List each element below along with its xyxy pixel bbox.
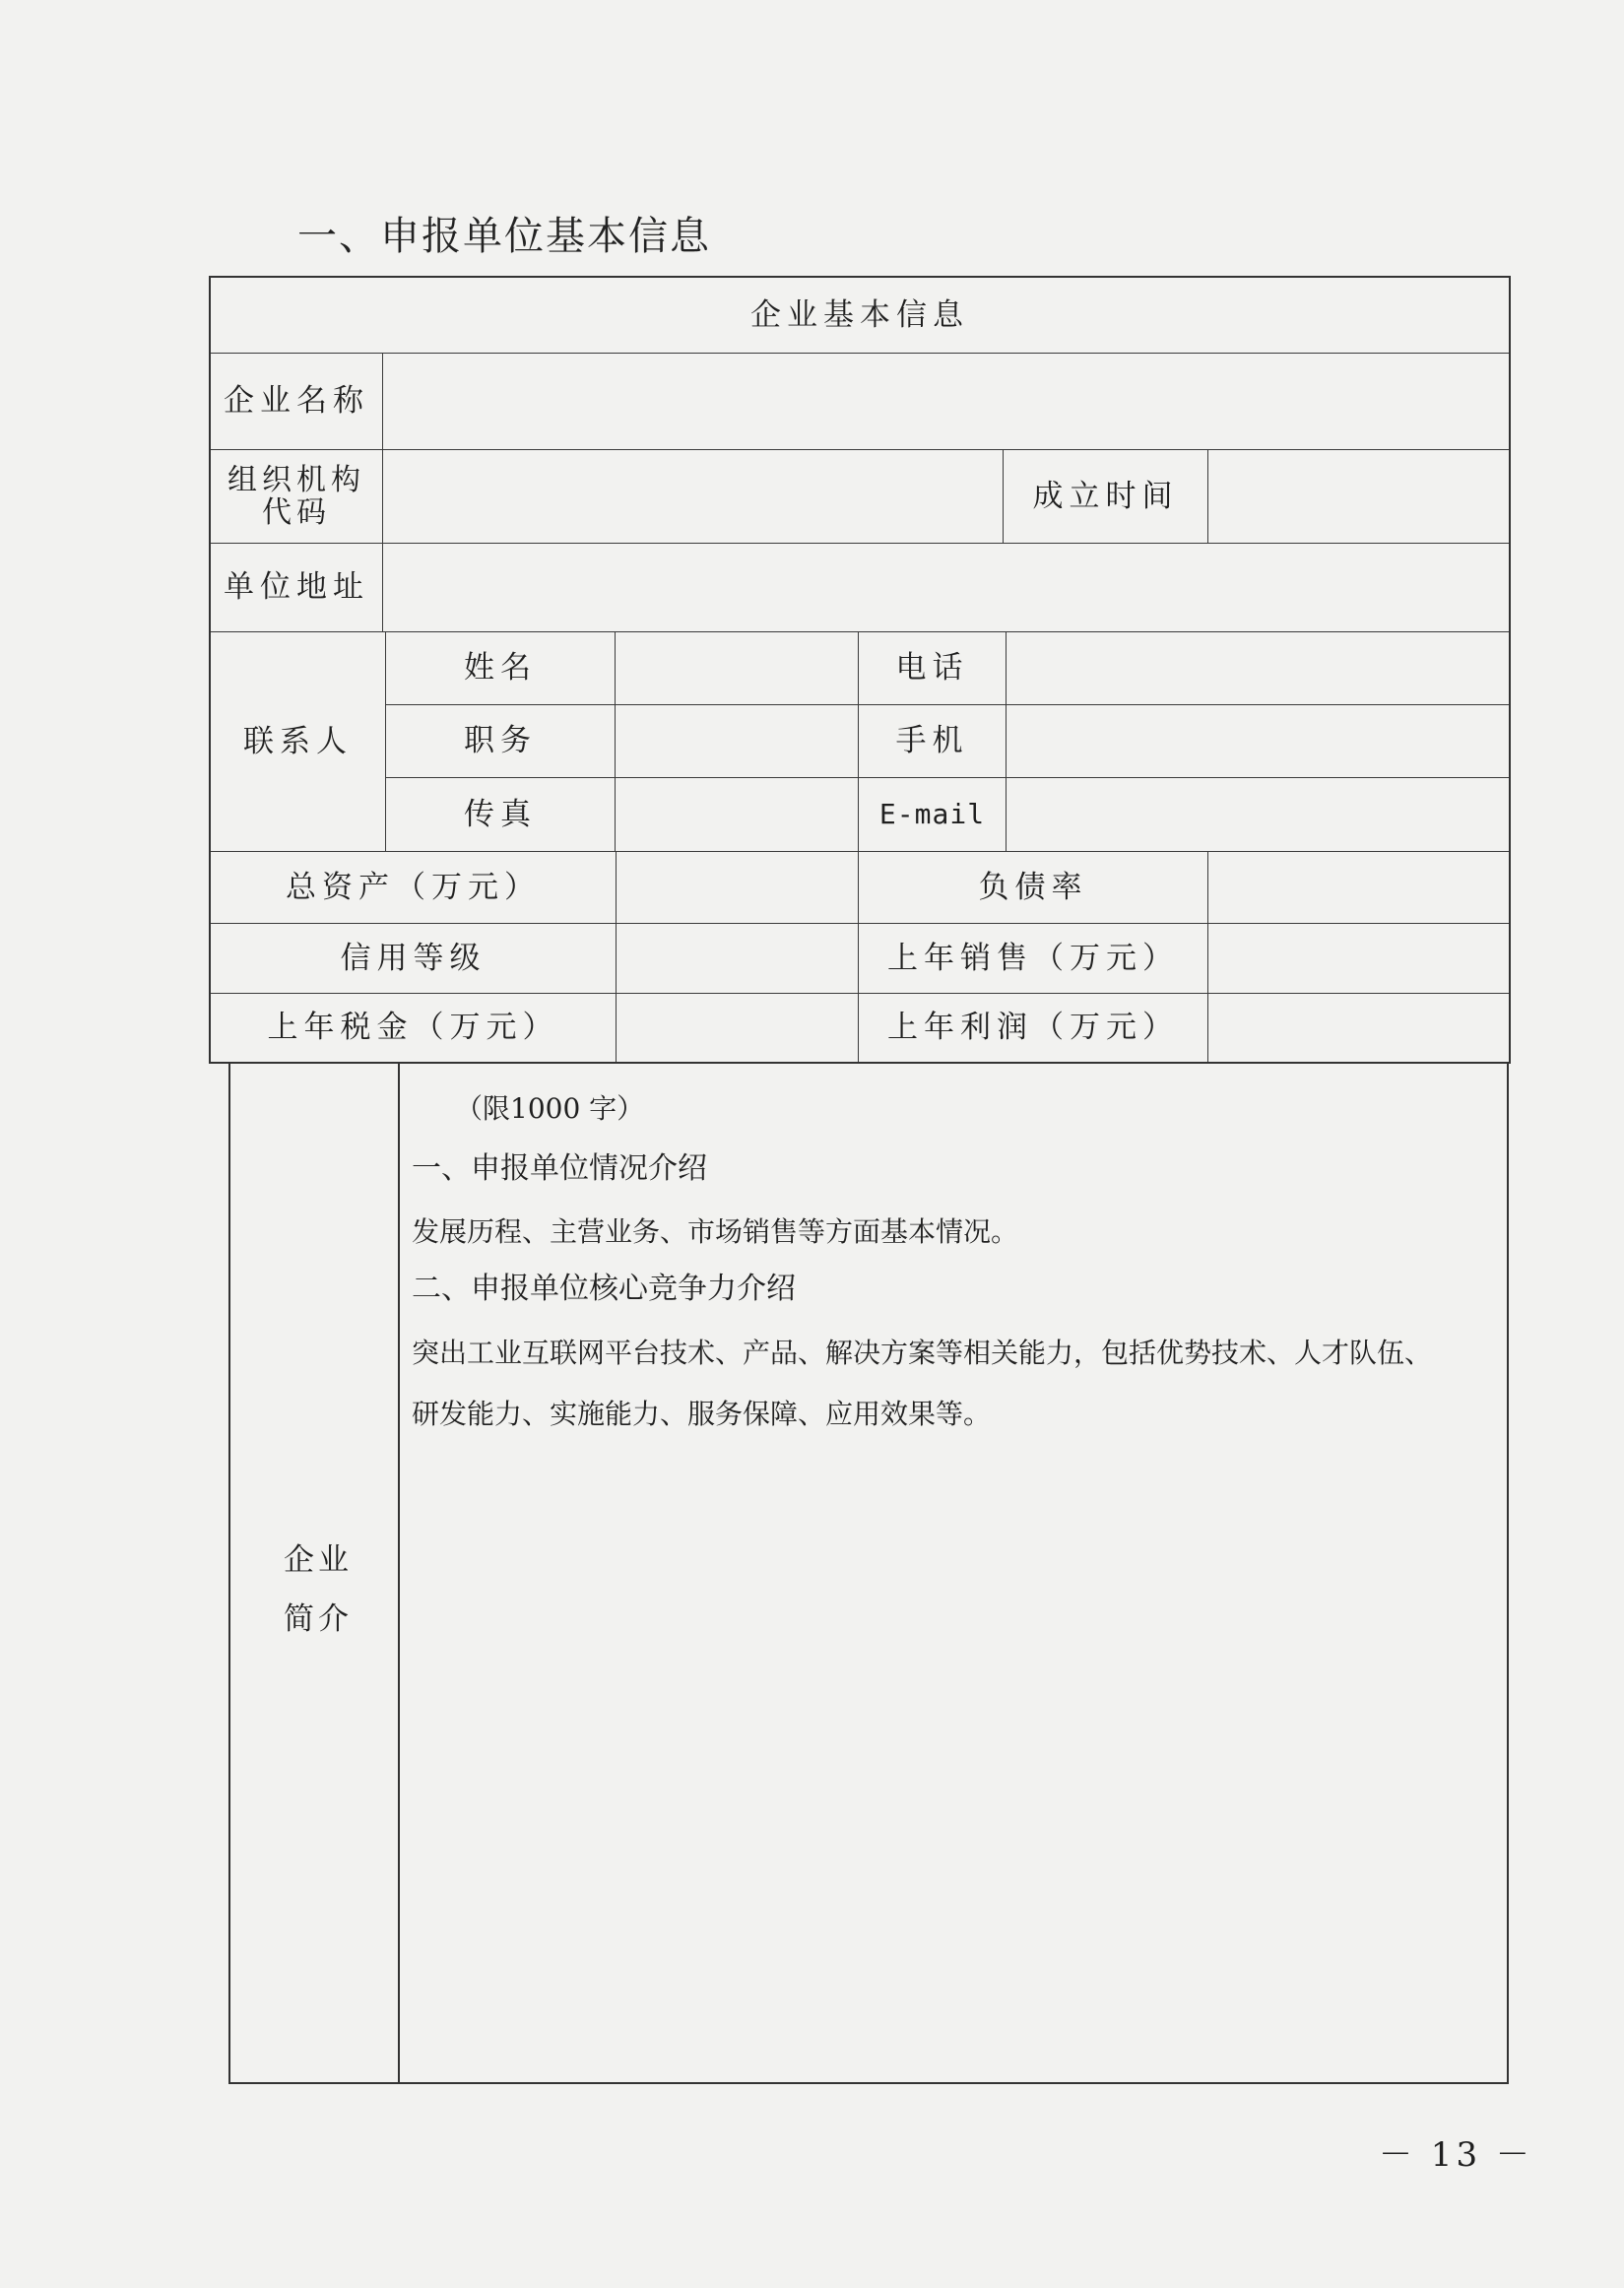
section-title: 一、申报单位基本信息: [297, 214, 711, 259]
mobile-label: 手机: [859, 705, 1007, 778]
established-label: 成立时间: [1004, 450, 1208, 544]
intro-heading-1: 一、申报单位情况介绍: [412, 1151, 707, 1186]
last-tax-label: 上年税金（万元）: [211, 994, 617, 1062]
company-name-label: 企业名称: [211, 354, 383, 450]
mobile-field[interactable]: [1007, 705, 1509, 778]
debt-ratio-label: 负债率: [859, 852, 1208, 924]
intro-text-2b: 研发能力、实施能力、服务保障、应用效果等。: [412, 1398, 992, 1430]
company-intro-section: [228, 1062, 1509, 2084]
total-assets-label: 总资产（万元）: [211, 852, 617, 924]
last-profit-label: 上年利润（万元）: [859, 994, 1208, 1062]
credit-field[interactable]: [617, 924, 859, 994]
intro-label-line1: 企业: [284, 1542, 353, 1578]
org-code-field[interactable]: [383, 450, 1004, 544]
address-field[interactable]: [383, 544, 1509, 632]
name-label: 姓名: [386, 632, 616, 705]
position-label: 职务: [386, 705, 616, 778]
email-field[interactable]: [1007, 778, 1509, 852]
last-profit-field[interactable]: [1208, 994, 1509, 1062]
table-header: 企业基本信息: [211, 278, 1509, 354]
page-number: － 13 －: [1379, 2135, 1533, 2175]
debt-ratio-field[interactable]: [1208, 852, 1509, 924]
org-code-label: 组织机构代码: [211, 450, 383, 544]
last-sales-field[interactable]: [1208, 924, 1509, 994]
intro-text-2a: 突出工业互联网平台技术、产品、解决方案等相关能力，包括优势技术、人才队伍、: [412, 1337, 1433, 1369]
established-field[interactable]: [1208, 450, 1509, 544]
intro-limit: （限1000 字）: [455, 1092, 645, 1125]
fax-field[interactable]: [616, 778, 859, 852]
intro-heading-2: 二、申报单位核心竞争力介绍: [412, 1272, 796, 1306]
credit-label: 信用等级: [211, 924, 617, 994]
company-info-table: [209, 276, 1511, 1064]
fax-label: 传真: [386, 778, 616, 852]
name-field[interactable]: [616, 632, 859, 705]
intro-label-line2: 简介: [284, 1602, 353, 1637]
phone-field[interactable]: [1007, 632, 1509, 705]
position-field[interactable]: [616, 705, 859, 778]
last-tax-field[interactable]: [617, 994, 859, 1062]
contact-label: 联系人: [211, 632, 386, 852]
intro-text-1: 发展历程、主营业务、市场销售等方面基本情况。: [412, 1215, 1019, 1248]
total-assets-field[interactable]: [617, 852, 859, 924]
address-label: 单位地址: [211, 544, 383, 632]
email-label: E-mail: [859, 778, 1007, 852]
phone-label: 电话: [859, 632, 1007, 705]
company-name-field[interactable]: [383, 354, 1509, 450]
intro-label-cell: [230, 1062, 400, 2082]
last-sales-label: 上年销售（万元）: [859, 924, 1208, 994]
